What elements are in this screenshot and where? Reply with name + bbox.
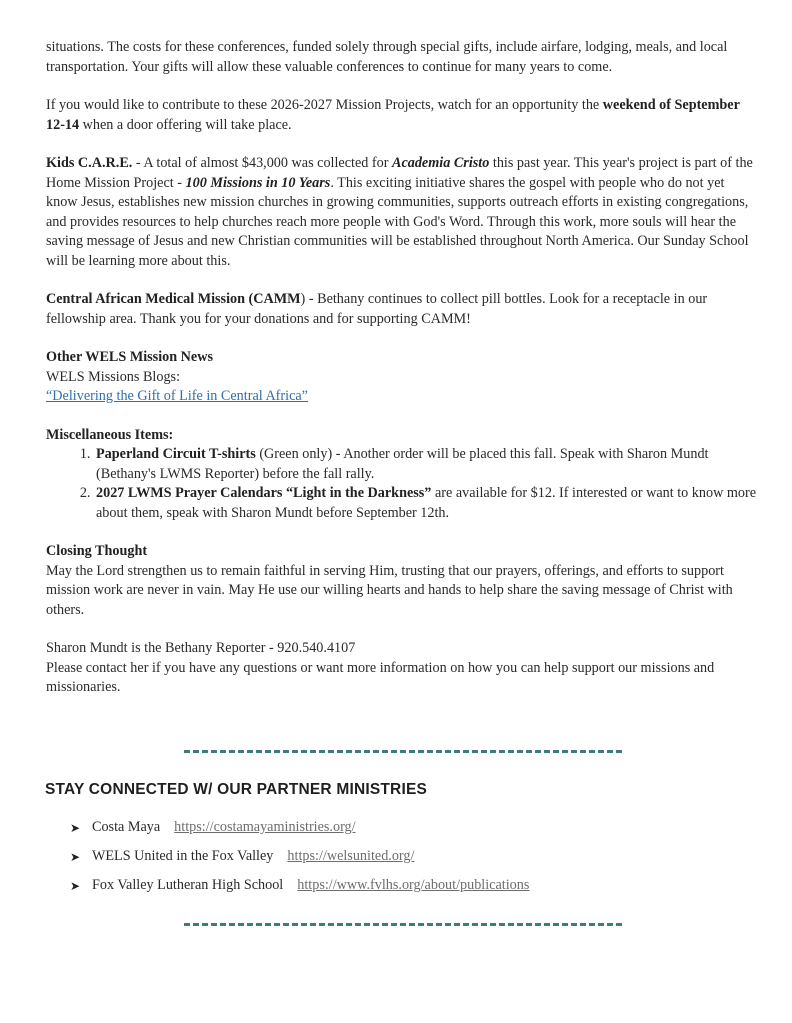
arrow-bullet-icon: ➤ [70, 820, 81, 835]
ministry-name: WELS United in the Fox Valley [92, 848, 274, 864]
misc-heading-text: Miscellaneous Items: [46, 426, 174, 443]
hundred-missions: 100 Missions in 10 Years [185, 174, 331, 191]
misc-list [46, 445, 758, 523]
misc-heading [46, 426, 758, 446]
list-item [94, 445, 758, 484]
kids-care-text-1: - A total of almost $43,000 was collected for [132, 155, 392, 171]
closing-text: May the Lord strengthen us to remain faithful in serving Him, trusting that our prayers, offerings, and efforts to support mission work are never in vain. May He use our willing hearts and hands to help share the saving message of Christ with others. [46, 562, 733, 618]
kids-care-paragraph [46, 154, 758, 271]
section-divider-top [184, 750, 622, 753]
contribute-paragraph [46, 96, 758, 135]
closing-heading [46, 542, 758, 562]
kids-care-text-2: this past year. This year's project is part of the Home Mission Project - [46, 155, 753, 191]
conference-paragraph: situations. The costs for these conferences, funded solely through special gifts, include airfare, lodging, meals, and local transportation. Your gifts will allow these valuable conferences to continue for many years to come. [46, 39, 728, 75]
contribute-tail: when a door offering will take place. [79, 116, 292, 133]
arrow-bullet-icon: ➤ [70, 849, 81, 864]
list-item [70, 842, 529, 871]
kids-care-text-3: . This exciting initiative shares the gospel with people who do not yet know Jesus, establishes new mission churches in growing communities, supports outreach efforts in existing congregations, and provides resources to help churches reach more people with God's Word. Through this work, more souls will hear the saving message of Jesus and new Christian communities will be established throughout North America. Our Sunday School will be learning more about this. [46, 174, 749, 269]
academia-cristo: Academia Cristo [391, 155, 490, 171]
camm-text: - Bethany continues to collect pill bottles. Look for a receptacle in our fellowship area. Thank you for your donations and for supporting CAMM! [46, 291, 708, 327]
stay-connected-heading: STAY CONNECTED W/ OUR PARTNER MINISTRIES [45, 781, 428, 798]
tshirts-text: (Green only) - Another order will be placed this fall. Speak with Sharon Mundt (Bethany's LWMS Reporter) before the fall rally. [96, 446, 709, 482]
ministry-link[interactable]: https://welsunited.org/ [287, 848, 415, 864]
list-item [94, 484, 758, 523]
contribute-text: If you would like to contribute to these 2026-2027 Mission Projects, watch for an opportunity the [46, 97, 603, 113]
other-news-heading [46, 348, 758, 368]
ministry-link[interactable]: https://www.fvlhs.org/about/publications [297, 877, 530, 893]
section-divider-bottom [184, 923, 622, 926]
ministry-name: Fox Valley Lutheran High School [92, 877, 284, 893]
calendars-text: are available for $12. If interested or want to know more about them, speak with Sharon Mundt before September 12th. [96, 485, 757, 521]
list-item [70, 813, 529, 842]
calendars-label: 2027 LWMS Prayer Calendars “Light in the Darkness” [96, 485, 432, 501]
other-news-heading-text: Other WELS Mission News [46, 349, 213, 365]
tshirts-label: Paperland Circuit T-shirts [96, 446, 256, 462]
blog-link[interactable]: “Delivering the Gift of Life in Central Africa” [46, 388, 308, 404]
camm-paragraph [46, 290, 758, 329]
partner-ministries-list [70, 813, 529, 900]
newsletter-body [46, 38, 758, 698]
contribute-date: weekend of September 12-14 [46, 97, 740, 133]
ministry-link[interactable]: https://costamayaministries.org/ [174, 819, 356, 835]
ministry-name: Costa Maya [92, 819, 161, 835]
camm-label: Central African Medical Mission (CAMM [46, 291, 301, 307]
closing-heading-text: Closing Thought [46, 543, 148, 559]
blogs-label: WELS Missions Blogs: [46, 368, 181, 385]
arrow-bullet-icon: ➤ [70, 878, 81, 893]
kids-care-label: Kids C.A.R.E. [46, 155, 133, 171]
reporter-contact: Please contact her if you have any questions or want more information on how you can help support our missions and missionaries. [46, 659, 715, 695]
camm-close-paren: ) [300, 291, 306, 307]
list-item [70, 871, 529, 900]
reporter-line: Sharon Mundt is the Bethany Reporter - 920.540.4107 [46, 640, 356, 656]
